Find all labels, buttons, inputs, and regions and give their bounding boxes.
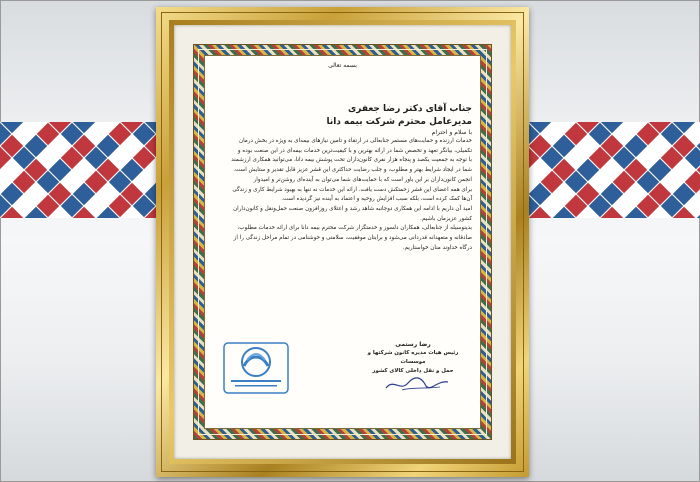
body-line: انجمن کانون‌داران بر این باور است که با حمایت‌های شما می‌توان به آینده‌ای روشن‌تر و امیدوار xyxy=(253,176,472,183)
left-pattern-band xyxy=(0,122,160,218)
body-line: کشور عزیزمان باشیم. xyxy=(420,215,472,222)
handwritten-signature xyxy=(382,374,452,394)
certificate-paper xyxy=(204,55,481,429)
basmala: بسمه تعالی xyxy=(328,62,357,69)
picture-frame xyxy=(156,7,529,477)
signer-name: رضا رستمی xyxy=(395,341,431,348)
recipient-name: جناب آقای دکتر رضا جعفری xyxy=(348,104,472,114)
recipient-block xyxy=(326,103,472,129)
organization-seal xyxy=(223,342,289,394)
letter-body xyxy=(215,137,472,253)
signer-title: رئیس هیات مدیره کانون شرکتها و موسسات xyxy=(367,350,459,365)
body-line: شما در ایجاد شرایط بهتر و مطلوب، و جلب رضایت حداکثری این قشر عزیز قابل تقدیر و ستایش است. xyxy=(233,167,472,174)
body-line: برای همه اعضای این قشر زحمتکش دست یافت. ارائه این خدمات نه تنها به بهبود شرایط کاری و زندگی xyxy=(232,186,472,193)
body-line: درگاه خداوند منان خواستاریم. xyxy=(402,244,472,251)
greeting: با سلام و احترام xyxy=(431,129,472,136)
signature-block xyxy=(358,340,468,376)
body-line: خدمات ارزنده و حمایت‌های مستمر جنابعالی در ارتقاء و تامین نیازهای بیمه‌ای به ویژه در بخش درمان xyxy=(238,138,472,144)
body-line: بدینوسیله از جنابعالی، همکاران دلسوز و خدمتگزار شرکت محترم بیمه دانا برای ارائه خدمات مطلوب، xyxy=(237,225,472,232)
body-line: صادقانه و متعهدانه قدردانی می‌شود و برایتان موفقیت، سلامتی و خوشنامی در تمام مراحل زندگی را از xyxy=(233,235,472,242)
certificate-ornamental-border xyxy=(194,45,491,439)
recipient-title: مدیرعامل محترم شرکت بیمه دانا xyxy=(326,117,472,127)
body-line: تکمیلی، بیانگر تعهد و تخصص شما در ارائه بهترین و با کیفیت‌ترین خدمات بیمه‌ای در این صنعت بوده و xyxy=(237,147,472,154)
body-line: امید آن داریم با ادامه این همکاری دوجانبه شاهد رشد و اعتلای روزافزون صنعت حمل‌ونقل و کانون‌داران xyxy=(233,205,472,212)
body-line: با توجه به جمعیت یکصد و پنجاه هزار نفری کانون‌داران تحت پوشش بیمه دانا، می‌توانید همکاری ارزشمند xyxy=(231,157,472,164)
signer-title-2: حمل و نقل داخلی کالای کشور xyxy=(372,368,454,374)
body-line: آن‌ها کمک کرده است، بلکه سبب افزایش روحیه و اعتماد به آینده نیز گردیده است. xyxy=(281,196,472,203)
right-pattern-band xyxy=(528,122,700,218)
